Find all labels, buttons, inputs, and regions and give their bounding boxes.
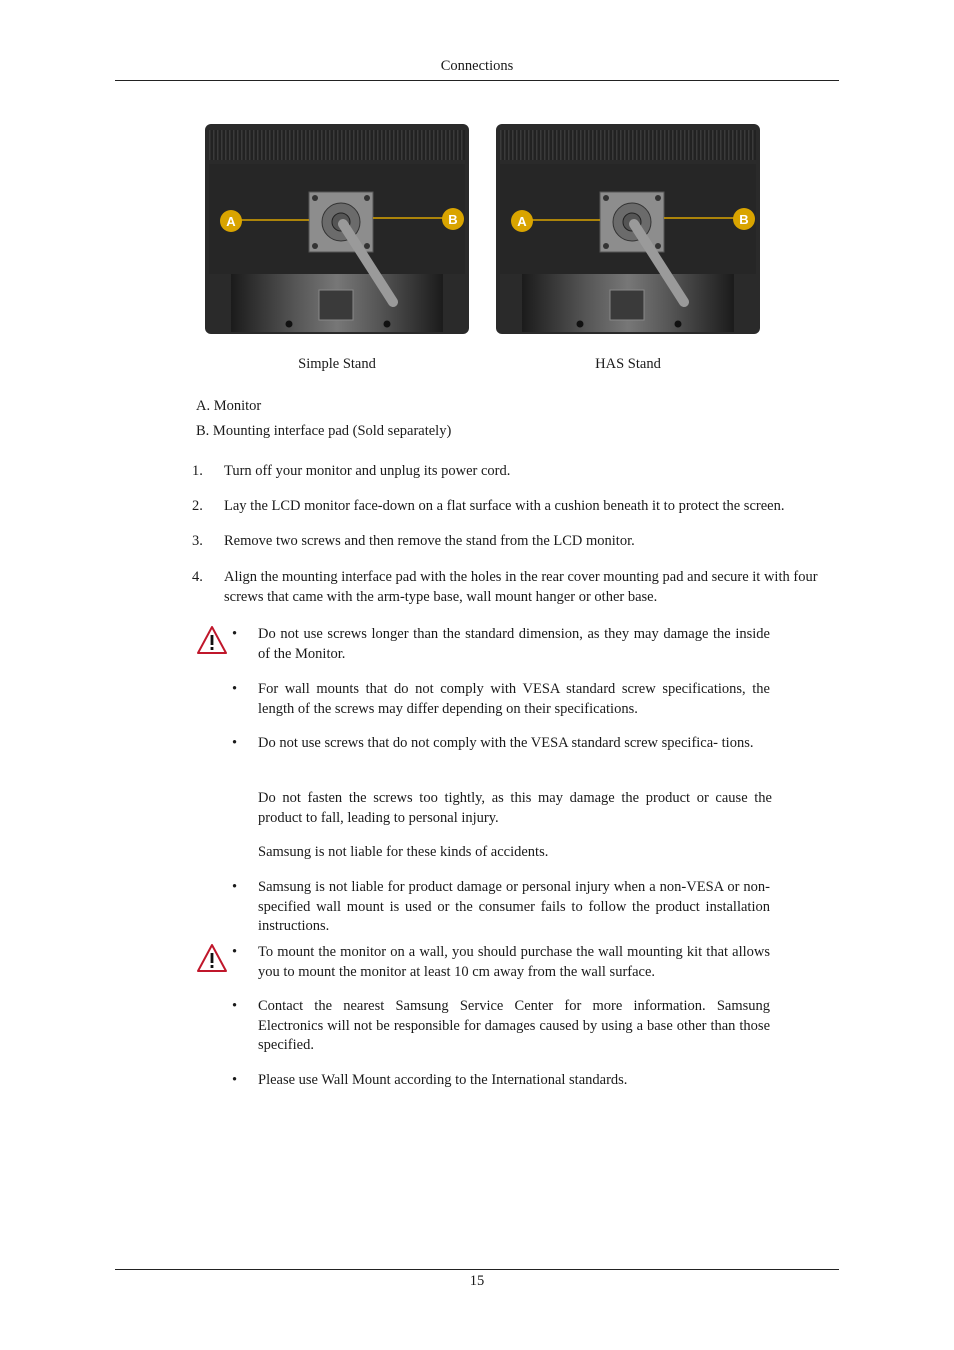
header-rule (115, 80, 839, 81)
simple-stand-figure (205, 124, 469, 334)
callout-b-label: B (739, 212, 749, 227)
bullet-mark: • (232, 879, 238, 895)
bullet-mark: • (232, 735, 238, 751)
page-header-title: Connections (440, 58, 514, 74)
callout-b-label: B (448, 212, 458, 227)
step-number: 2. (192, 498, 203, 514)
bullet-mark: • (232, 944, 238, 960)
has-stand-figure (496, 124, 760, 334)
simple-stand-caption: Simple Stand (298, 356, 376, 372)
caution-text: To mount the monitor on a wall, you should purchase the wall mounting kit that allows you to mount the monitor at least 10 cm away from the wall surface. (258, 944, 770, 980)
caution-text: For wall mounts that do not comply with VESA standard screw specifications, the length of the screws may differ depending on their specifications. (258, 681, 770, 717)
legend-monitor: A. Monitor (196, 398, 262, 414)
page-number: 15 (469, 1273, 485, 1289)
caution-text: Do not use screws longer than the standard dimension, as they may damage the inside of the Monitor. (258, 626, 770, 662)
callout-a-label: A (226, 214, 236, 229)
caution-text: Contact the nearest Samsung Service Center for more information. Samsung Electronics will not be responsible for damages caused by using a base other than those specified. (258, 998, 770, 1053)
step-text: Lay the LCD monitor face-down on a flat surface with a cushion beneath it to protect the screen. (224, 498, 785, 514)
bullet-mark: • (232, 998, 238, 1014)
caution-paragraph: Do not fasten the screws too tightly, as this may damage the product or cause the product to fall, leading to personal injury. (258, 790, 772, 826)
step-text: Turn off your monitor and unplug its power cord. (224, 463, 511, 479)
caution-text: Samsung is not liable for product damage or personal injury when a non-VESA or non-specified wall mount is used or the consumer fails to follow the product installation instructions. (258, 879, 770, 934)
callout-a-label: A (517, 214, 527, 229)
caution-text: Do not use screws that do not comply with the VESA standard screw specifica- tions. (258, 735, 754, 751)
caution-icon (196, 625, 228, 655)
legend-mounting-pad: B. Mounting interface pad (Sold separately) (196, 423, 452, 439)
footer-rule (115, 1269, 839, 1270)
caution-paragraph: Samsung is not liable for these kinds of accidents. (258, 844, 549, 860)
bullet-mark: • (232, 1072, 238, 1088)
bullet-mark: • (232, 626, 238, 642)
caution-text: Please use Wall Mount according to the International standards. (258, 1072, 628, 1088)
step-text: Align the mounting interface pad with the holes in the rear cover mounting pad and secure it with four screws that came with the arm-type base, wall mount hanger or other base. (224, 569, 818, 605)
has-stand-caption: HAS Stand (595, 356, 661, 372)
bullet-mark: • (232, 681, 238, 697)
step-text: Remove two screws and then remove the stand from the LCD monitor. (224, 533, 635, 549)
step-number: 1. (192, 463, 203, 479)
step-number: 3. (192, 533, 203, 549)
step-number: 4. (192, 569, 203, 585)
caution-icon (196, 943, 228, 973)
